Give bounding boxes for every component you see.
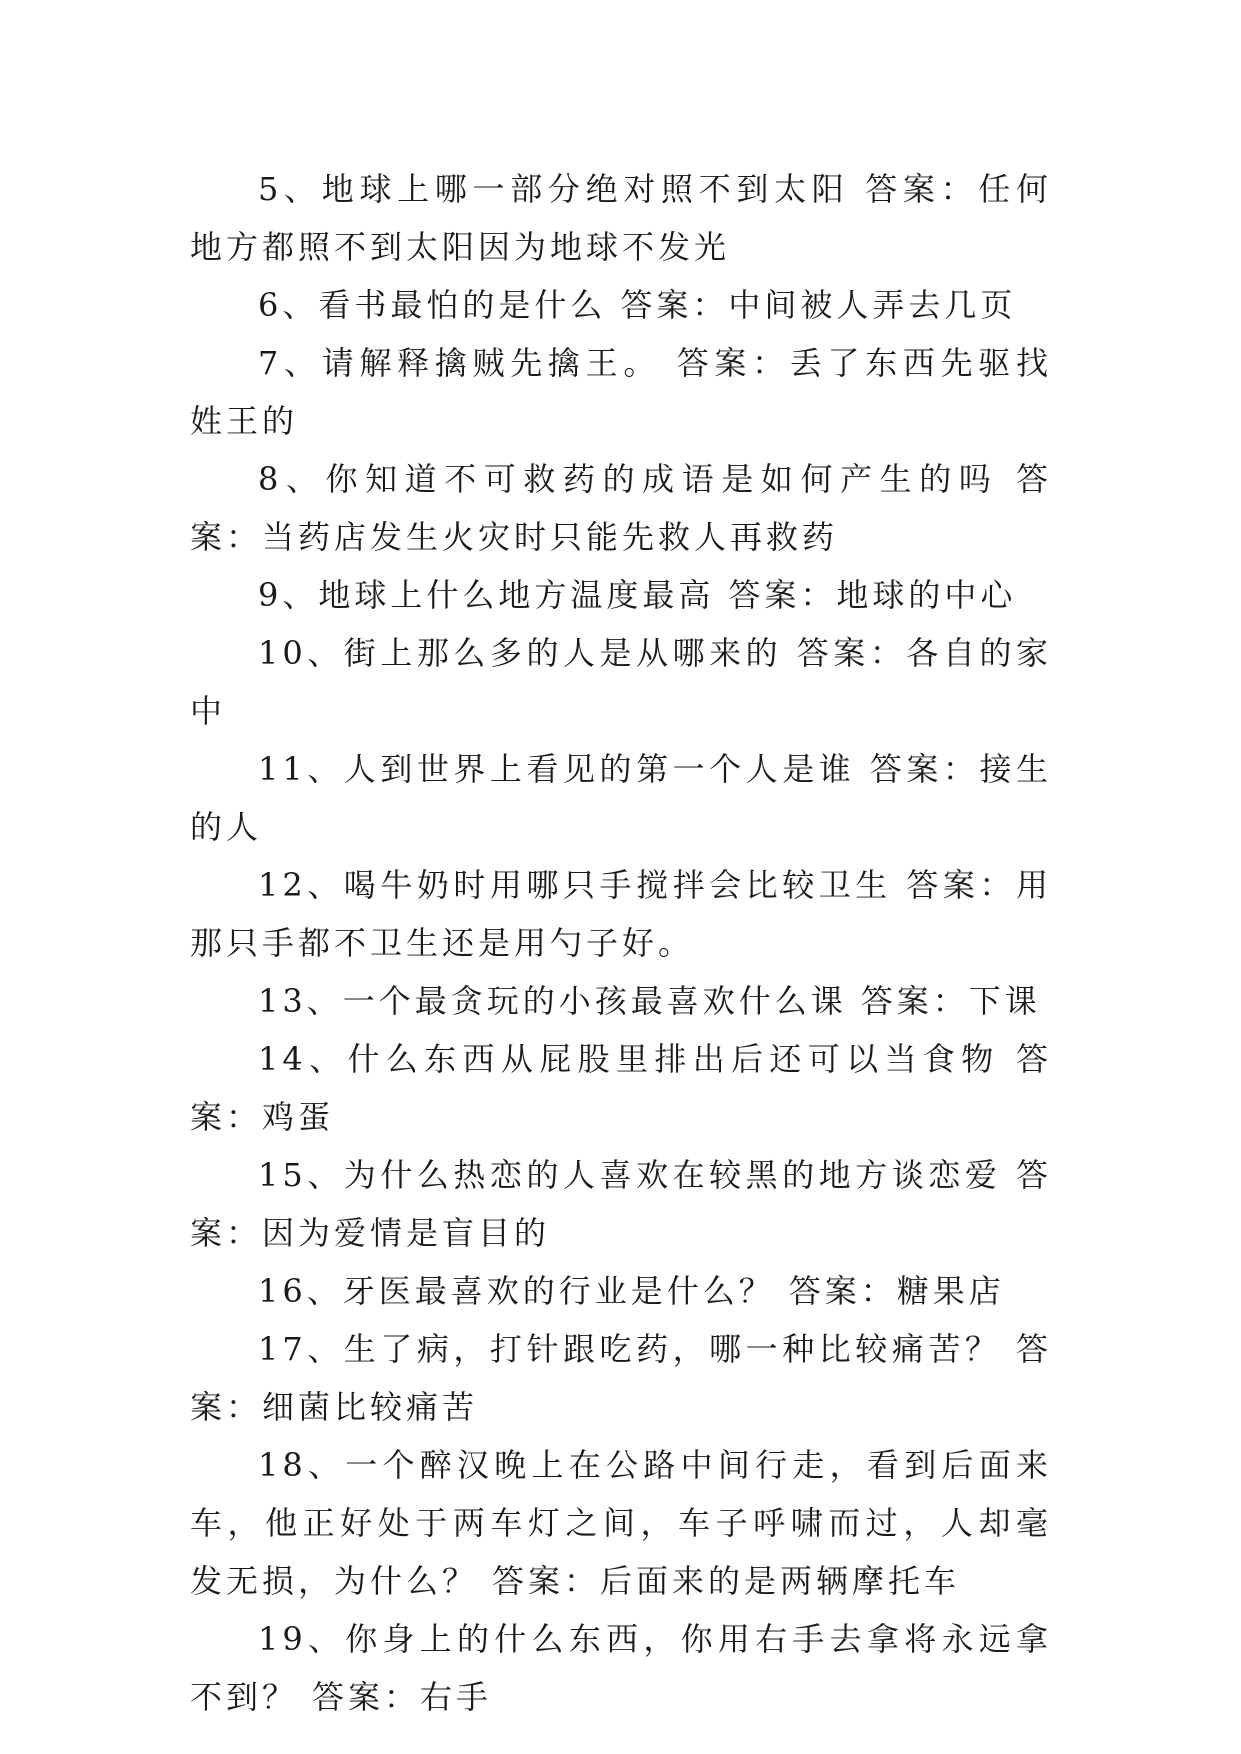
riddle-paragraph-14: [190, 1030, 1052, 1146]
riddle-answer: 答案：任何地方都照不到太阳因为地球不发光: [190, 170, 1052, 266]
riddle-question: 11、人到世界上看见的第一个人是谁: [258, 750, 856, 788]
riddle-paragraph-6: [190, 276, 1052, 334]
riddle-paragraph-10: [190, 624, 1052, 740]
riddle-answer: 答案：右手: [312, 1678, 493, 1716]
riddle-paragraph-7: [190, 334, 1052, 450]
riddle-question: 18、一个醉汉晚上在公路中间行走，看到后面来车，他正好处于两车灯之间，车子呼啸而过，人却毫发无损，为什么？: [190, 1446, 1052, 1600]
riddle-paragraph-11: [190, 740, 1052, 856]
riddle-paragraph-15: [190, 1146, 1052, 1262]
riddle-paragraph-13: [190, 972, 1052, 1030]
riddle-paragraph-12: [190, 856, 1052, 972]
riddle-paragraph-19: [190, 1610, 1052, 1726]
riddle-answer: 答案：地球的中心: [728, 576, 1017, 614]
riddle-question: 12、喝牛奶时用哪只手搅拌会比较卫生: [258, 866, 892, 904]
riddle-answer: 答案：用那只手都不卫生还是用勺子好。: [190, 866, 1052, 962]
riddle-paragraph-16: [190, 1262, 1052, 1320]
riddle-answer: 答案：各自的家中: [190, 634, 1052, 730]
riddle-answer: 答案：后面来的是两辆摩托车: [492, 1562, 961, 1600]
riddle-question: 7、请解释擒贼先擒王。: [258, 344, 662, 382]
riddle-paragraph-17: [190, 1320, 1052, 1436]
riddle-answer: 答案：细菌比较痛苦: [190, 1330, 1052, 1426]
riddle-question: 9、地球上什么地方温度最高: [258, 576, 715, 614]
riddle-answer: 答案：丢了东西先驱找姓王的: [190, 344, 1052, 440]
riddle-paragraph-18: [190, 1436, 1052, 1610]
riddle-question: 13、一个最贪玩的小孩最喜欢什么课: [258, 982, 847, 1020]
riddle-question: 8、你知道不可救药的成语是如何产生的吗: [258, 460, 999, 498]
riddle-answer: 答案：鸡蛋: [190, 1040, 1052, 1136]
riddle-answer: 答案：当药店发生火灾时只能先救人再救药: [190, 460, 1052, 556]
riddle-question: 14、什么东西从屁股里排出后还可以当食物: [258, 1040, 1000, 1078]
riddle-question: 16、牙医最喜欢的行业是什么？: [258, 1272, 775, 1310]
riddle-answer: 答案：中间被人弄去几页: [620, 286, 1017, 324]
riddle-paragraph-9: [190, 566, 1052, 624]
riddle-question: 10、街上那么多的人是从哪来的: [258, 634, 783, 672]
riddle-answer: 答案：下课: [860, 982, 1041, 1020]
riddle-paragraph-8: [190, 450, 1052, 566]
riddle-answer: 答案：因为爱情是盲目的: [190, 1156, 1052, 1252]
riddle-paragraph-5: [190, 160, 1052, 276]
document-body: [190, 160, 1052, 1726]
riddle-question: 15、为什么热恋的人喜欢在较黑的地方谈恋爱: [258, 1156, 1002, 1194]
riddle-answer: 答案：糖果店: [788, 1272, 1005, 1310]
riddle-question: 5、地球上哪一部分绝对照不到太阳: [258, 170, 850, 208]
riddle-answer: 答案：接生的人: [190, 750, 1052, 846]
riddle-question: 6、看书最怕的是什么: [258, 286, 607, 324]
riddle-question: 19、你身上的什么东西，你用右手去拿将永远拿不到？: [190, 1620, 1052, 1716]
riddle-question: 17、生了病，打针跟吃药，哪一种比较痛苦？: [258, 1330, 1002, 1368]
